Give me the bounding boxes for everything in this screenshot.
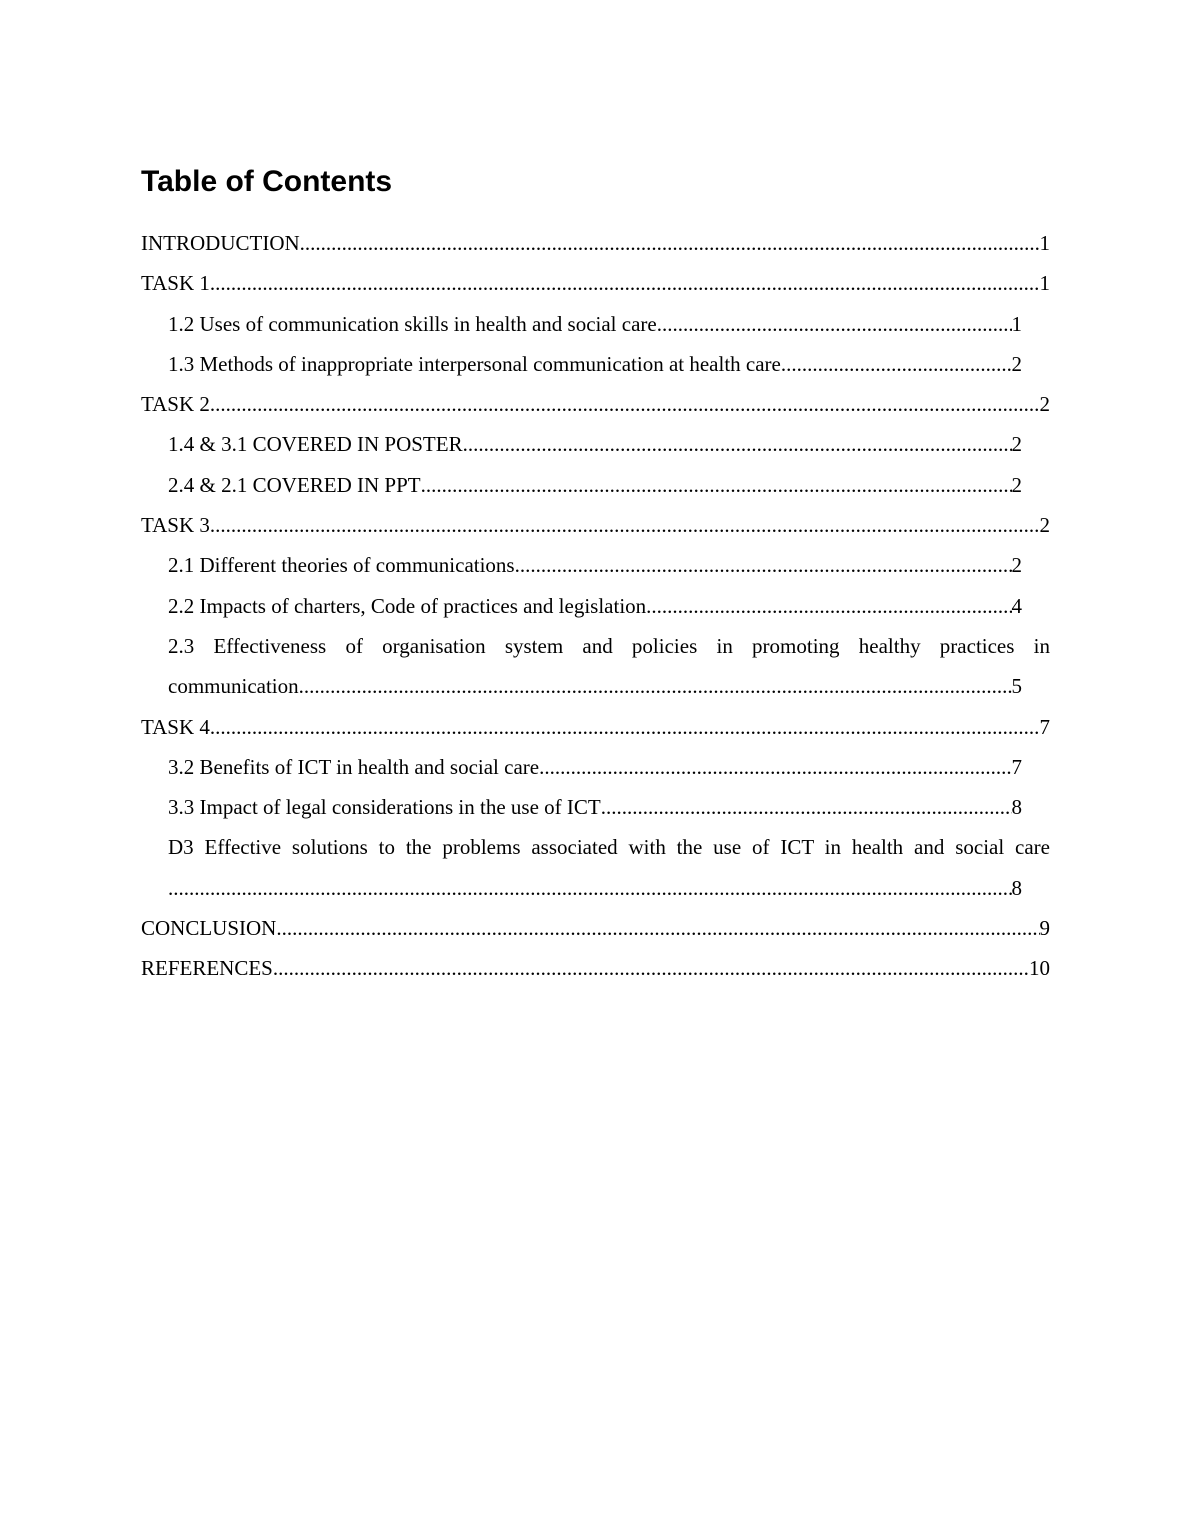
toc-entry-2-2[interactable] (141, 586, 1022, 626)
dot-leader (601, 787, 1012, 827)
toc-entry-label: 3.3 Impact of legal considerations in the use of ICT (168, 795, 601, 820)
toc-page-number: 2 (1011, 432, 1022, 457)
toc-entry-3-3[interactable] (141, 787, 1022, 827)
toc-title: Table of Contents (141, 165, 393, 198)
dot-leader (781, 344, 1012, 384)
toc-entry-label: 1.4 & 3.1 COVERED IN POSTER (168, 432, 463, 457)
dot-leader (168, 868, 1012, 908)
toc-page-number: 2 (1039, 392, 1050, 417)
toc-page-number: 2 (1011, 472, 1022, 497)
dot-leader (276, 908, 1039, 948)
toc-entry-label: TASK 2 (141, 392, 210, 417)
toc-page-number: 5 (1011, 674, 1022, 699)
dot-leader (210, 707, 1040, 747)
toc-entry-2-4-2-1[interactable] (141, 465, 1022, 505)
toc-entry-conclusion[interactable] (141, 908, 1050, 948)
toc-entry-2-3-line2[interactable] (141, 666, 1022, 706)
toc-entry-task-2[interactable] (141, 384, 1050, 424)
toc-entry-d3-line2[interactable] (141, 868, 1022, 908)
toc-entry-label: 3.2 Benefits of ICT in health and social care (168, 754, 540, 779)
toc-page-number: 8 (1011, 795, 1022, 820)
toc-entry-1-3[interactable] (141, 344, 1022, 384)
dot-leader (421, 465, 1012, 505)
dot-leader (515, 545, 1012, 585)
toc-page-number: 2 (1039, 513, 1050, 538)
toc-entry-task-1[interactable] (141, 263, 1050, 303)
toc-page-number: 2 (1011, 553, 1022, 578)
toc-entry-2-3-line1[interactable] (141, 626, 1050, 666)
toc-entry-d3-line1[interactable] (141, 827, 1050, 867)
toc-page-number: 1 (1039, 231, 1050, 255)
toc-entry-1-4-3-1[interactable] (141, 424, 1022, 464)
dot-leader (210, 384, 1040, 424)
toc-entry-3-2[interactable] (141, 747, 1022, 787)
toc-page-number: 1 (1011, 311, 1022, 336)
toc-entry-references[interactable] (141, 948, 1050, 988)
dot-leader (299, 666, 1012, 706)
toc-entry-label: 2.2 Impacts of charters, Code of practices and legislation (168, 593, 647, 618)
dot-leader (646, 586, 1011, 626)
toc-entry-task-3[interactable] (141, 505, 1050, 545)
dot-leader (210, 505, 1040, 545)
toc-page-number: 10 (1029, 956, 1050, 981)
toc-entry-label: INTRODUCTION (141, 231, 300, 255)
dot-leader (539, 747, 1011, 787)
toc-page-number: 2 (1011, 351, 1022, 376)
dot-leader (210, 263, 1040, 303)
toc-entry-label: TASK 4 (141, 714, 210, 739)
toc-list (141, 223, 1050, 989)
toc-page-number: 4 (1011, 593, 1022, 618)
toc-entry-label: TASK 1 (141, 271, 210, 296)
toc-page-number: 1 (1039, 271, 1050, 296)
toc-entry-label: communication (168, 674, 299, 699)
dot-leader (273, 948, 1029, 988)
toc-page-number: 9 (1039, 916, 1050, 941)
toc-entry-introduction[interactable] (141, 223, 1050, 263)
toc-page-number: 7 (1039, 714, 1050, 739)
toc-page-number: 7 (1011, 754, 1022, 779)
toc-entry-label: TASK 3 (141, 513, 210, 538)
toc-entry-label: 2.4 & 2.1 COVERED IN PPT (168, 472, 421, 497)
toc-entry-task-4[interactable] (141, 707, 1050, 747)
toc-entry-label: 2.3 Effectiveness of organisation system and policies in promoting healthy practices in (168, 633, 1050, 658)
dot-leader (463, 424, 1012, 464)
toc-entry-label: CONCLUSION (141, 916, 277, 941)
toc-page-number: 8 (1011, 875, 1022, 900)
dot-leader (657, 304, 1012, 344)
toc-entry-label: 2.1 Different theories of communications (168, 553, 515, 578)
toc-entry-label: 1.3 Methods of inappropriate interpersonal communication at health care (168, 351, 781, 376)
toc-entry-label: REFERENCES (141, 956, 273, 981)
dot-leader (300, 223, 1040, 263)
toc-entry-2-1[interactable] (141, 545, 1022, 585)
toc-entry-label: 1.2 Uses of communication skills in health and social care (168, 311, 657, 336)
toc-entry-label: D3 Effective solutions to the problems associated with the use of ICT in health and social care (168, 835, 1050, 860)
toc-entry-1-2[interactable] (141, 304, 1022, 344)
